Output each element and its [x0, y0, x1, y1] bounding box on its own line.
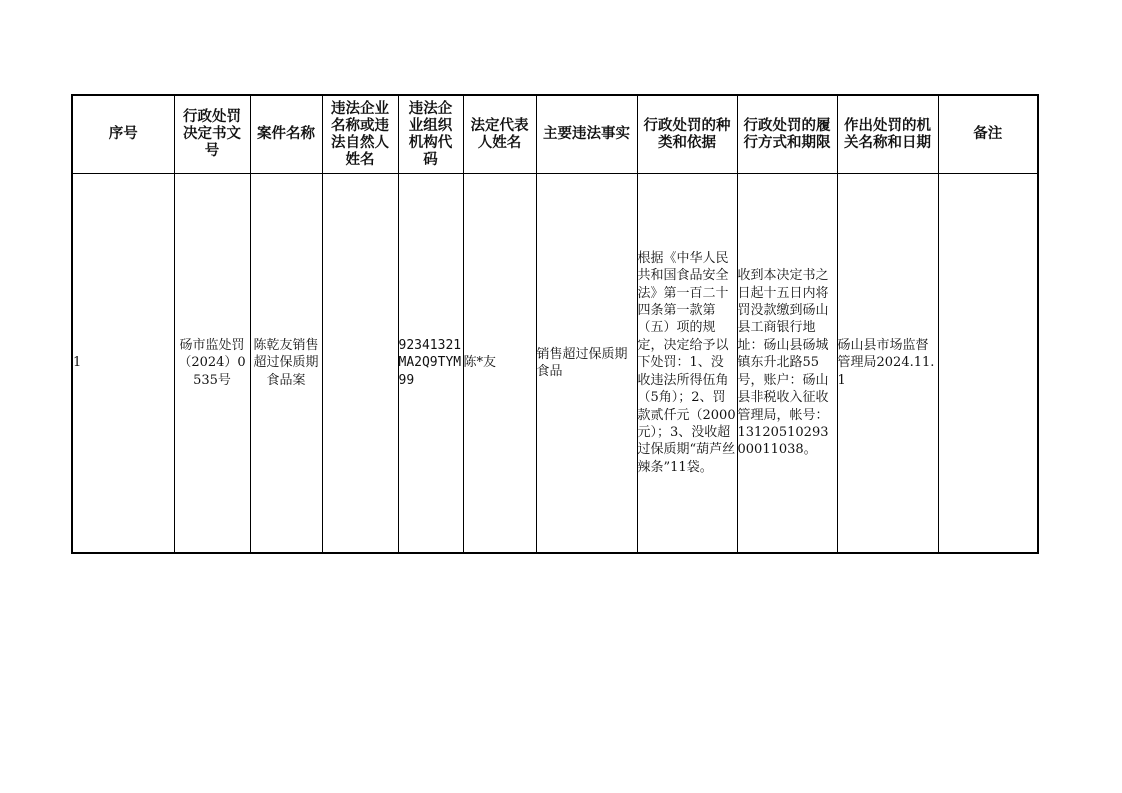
- header-org-code: 违法企业组织机构代码: [398, 95, 463, 174]
- header-decision-no: 行政处罚决定书文号: [174, 95, 250, 174]
- cell-remarks: [938, 174, 1038, 554]
- penalty-table: [71, 94, 1039, 554]
- header-seq: 序号: [72, 95, 174, 174]
- cell-execution: 收到本决定书之日起十五日内将罚没款缴到砀山县工商银行地址：砀山县砀城镇东升北路55号，账户：砀山县非税收入征收管理局，帐号：1312051029300011038。: [737, 174, 837, 554]
- header-legal-rep: 法定代表人姓名: [463, 95, 536, 174]
- header-authority-date: 作出处罚的机关名称和日期: [837, 95, 938, 174]
- cell-org-code: 92341321MA2Q9TYM99: [398, 174, 463, 554]
- header-row: [72, 95, 1038, 174]
- cell-authority-date: 砀山县市场监督管理局2024.11.1: [837, 174, 938, 554]
- header-execution: 行政处罚的履行方式和期限: [737, 95, 837, 174]
- cell-legal-rep: 陈*友: [463, 174, 536, 554]
- cell-violator-name: [322, 174, 398, 554]
- cell-penalty-basis: 根据《中华人民共和国食品安全法》第一百二十四条第一款第（五）项的规定，决定给予以下处罚：1、没收违法所得伍角（5角）；2、罚款贰仟元（2000元）；3、没收超过保质期“葫芦丝辣条”11袋。: [637, 174, 737, 554]
- cell-seq: 1: [72, 174, 174, 554]
- header-remarks: 备注: [938, 95, 1038, 174]
- header-case-name: 案件名称: [250, 95, 322, 174]
- table-row: [72, 174, 1038, 554]
- cell-case-name: 陈乾友销售超过保质期食品案: [250, 174, 322, 554]
- header-penalty-basis: 行政处罚的种类和依据: [637, 95, 737, 174]
- header-main-facts: 主要违法事实: [536, 95, 637, 174]
- cell-decision-no: 砀市监处罚（2024）0535号: [174, 174, 250, 554]
- header-violator-name: 违法企业名称或违法自然人姓名: [322, 95, 398, 174]
- cell-main-facts: 销售超过保质期食品: [536, 174, 637, 554]
